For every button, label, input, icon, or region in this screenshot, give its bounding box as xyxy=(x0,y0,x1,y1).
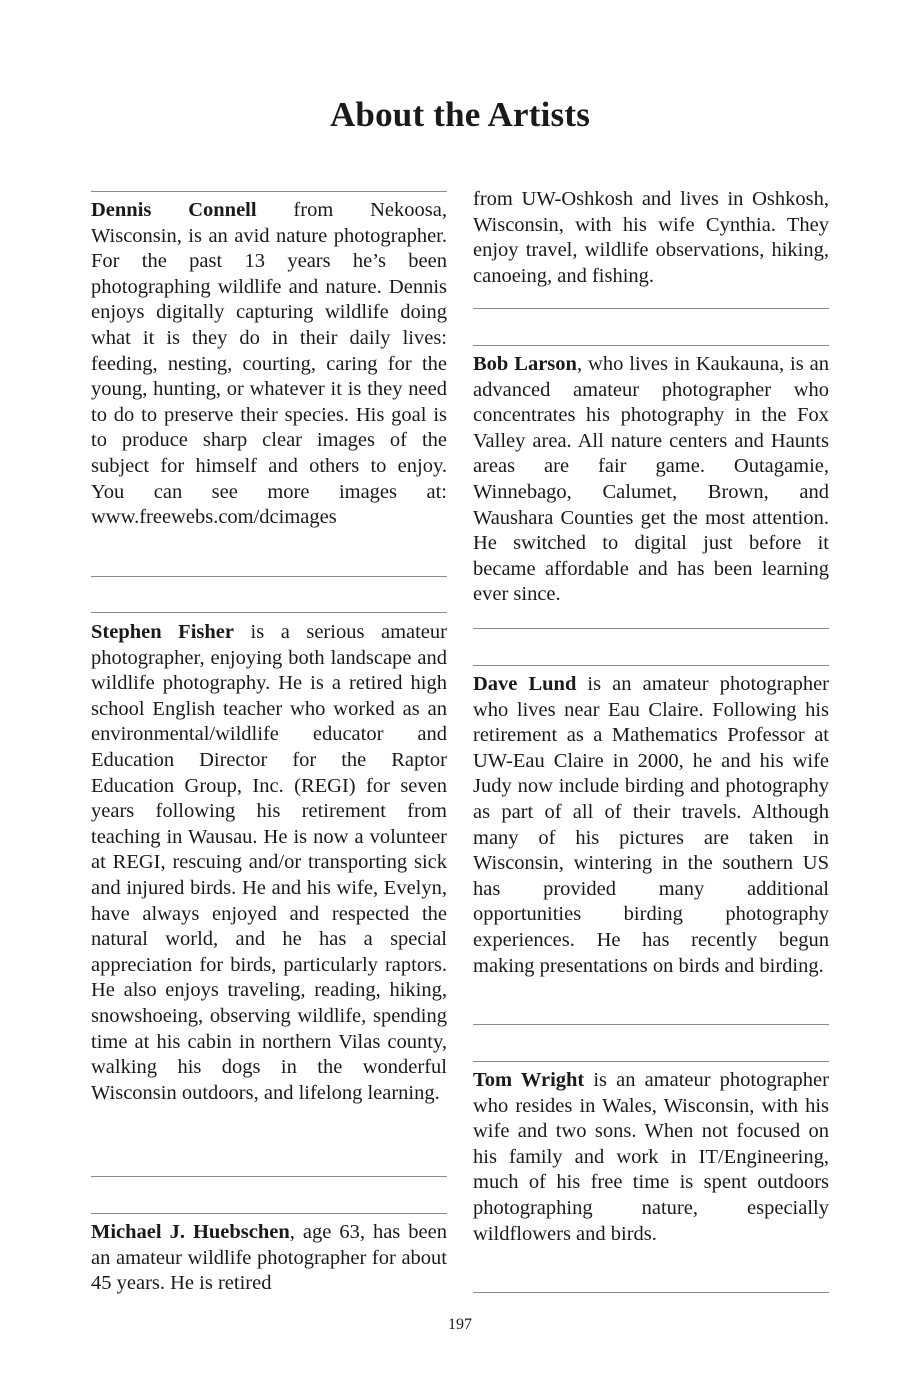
bio-dennis-connell xyxy=(91,198,447,531)
bio-text: , age 63, has been an amateur wildlife photographer for about 45 years. He is retired xyxy=(91,1221,447,1295)
bio-text: is an amateur photographer who lives near Eau Claire. Following his retirement as a Mathematics Professor at UW-Eau Claire in 2000, he and his wife Judy now include birding and photography as part of all of their travels. Although many of his pictures are taken in Wisconsin, wintering in the southern US has provided many additional opportunities birding photography experiences. He has recently begun making presentations on birds and birding. xyxy=(473,673,829,977)
divider xyxy=(91,612,447,613)
divider xyxy=(473,345,829,346)
page-title: About the Artists xyxy=(329,95,591,135)
divider xyxy=(473,1061,829,1062)
artist-name: Tom Wright xyxy=(473,1069,585,1091)
divider xyxy=(91,1213,447,1214)
divider xyxy=(473,665,829,666)
bio-text: , who lives in Kaukauna, is an advanced amateur photographer who concentrates his photography in the Fox Valley area. All nature centers and Haunts areas are fair game. Outagamie, Winnebago, Calumet, Brown, and Waushara Counties get the most attention. He switched to digital just before it became affordable and has been learning ever since. xyxy=(473,353,829,606)
divider xyxy=(473,1024,829,1025)
bio-stephen-fisher xyxy=(91,620,447,1106)
bio-michael-huebschen-continued xyxy=(473,187,829,289)
divider xyxy=(91,1176,447,1177)
divider xyxy=(473,308,829,309)
artist-name: Stephen Fisher xyxy=(91,621,234,643)
artist-name: Bob Larson xyxy=(473,353,577,375)
divider xyxy=(91,191,447,192)
divider xyxy=(91,576,447,577)
bio-dave-lund xyxy=(473,672,829,979)
page-number: 197 xyxy=(448,1316,472,1333)
divider xyxy=(473,628,829,629)
bio-tom-wright xyxy=(473,1068,829,1247)
artist-name: Dave Lund xyxy=(473,673,577,695)
bio-text: from UW-Oshkosh and lives in Oshkosh, Wisconsin, with his wife Cynthia. They enjoy travel, wildlife observations, hiking, canoeing, and fishing. xyxy=(473,188,829,287)
bio-michael-huebschen xyxy=(91,1220,447,1297)
bio-bob-larson xyxy=(473,352,829,608)
bio-text: from Nekoosa, Wisconsin, is an avid nature photographer. For the past 13 years he’s been photographing wildlife and nature. Dennis enjoys digitally capturing wildlife doing what it is they do in their daily lives: feeding, nesting, courting, caring for the young, hunting, or whatever it is they need to do to preserve their species. His goal is to produce sharp clear images of the subject for himself and others to enjoy. You can see more images at: www.freewebs.com/dcimages xyxy=(91,199,447,529)
bio-text: is a serious amateur photographer, enjoying both landscape and wildlife photography. He is a retired high school English teacher who worked as an environmental/wildlife educator and Education Director for the Raptor Education Group, Inc. (REGI) for seven years following his retirement from teaching in Wausau. He is now a volunteer at REGI, rescuing and/or transporting sick and injured birds. He and his wife, Evelyn, have always enjoyed and respected the natural world, and he has a special appreciation for birds, particularly raptors. He also enjoys traveling, reading, hiking, snowshoeing, observing wildlife, spending time at his cabin in northern Vilas county, walking his dogs in the wonderful Wisconsin outdoors, and lifelong learning. xyxy=(91,621,447,1104)
artist-name: Dennis Connell xyxy=(91,199,257,221)
artist-name: Michael J. Huebschen xyxy=(91,1221,290,1243)
divider xyxy=(473,1292,829,1293)
bio-text: is an amateur photographer who resides in Wales, Wisconsin, with his wife and two sons. When not focused on his family and work in IT/Engineering, much of his free time is spent outdoors photographing nature, especially wildflowers and birds. xyxy=(473,1069,829,1245)
